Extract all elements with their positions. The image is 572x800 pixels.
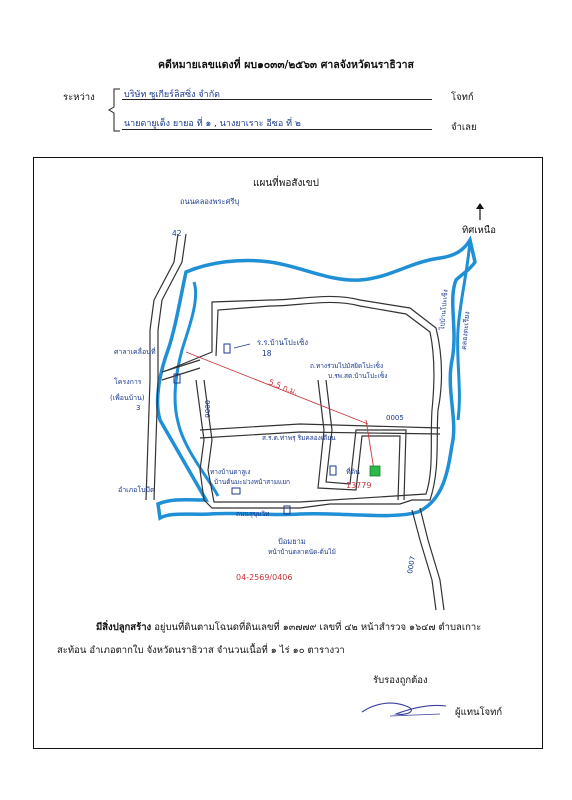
bottom-mid-label: บ้านต้นมะม่วงหน้าสามแยก [214, 478, 290, 486]
left-place-label3: (เพื่อนบ้าน) [110, 394, 145, 402]
bottom-road-label: ถนนสุขุมวิท [236, 510, 270, 518]
village-note: ถ.ทางร่วมไปมัสยิดโปะเซ็ง [310, 362, 384, 370]
plaintiff-name: บริษัท ซูเกียร์ลิสซิ่ง จำกัด [124, 90, 221, 100]
right-river-label: คลองตะเรียง [460, 311, 472, 351]
certified-label: รับรองถูกต้อง [373, 675, 428, 686]
highway-label: 42 [172, 229, 182, 238]
doc-code: 04-2569/0406 [236, 573, 293, 582]
caption-line2: สะท้อน อำเภอตากใบ จังหวัดนราธิวาส จำนวนเนื้อที่ ๑ ไร่ ๑๐ ตารางวา [57, 645, 345, 656]
defendant-name: นายดายูเด็ง ยายอ ที่ ๑ , นางยาเราะ อีซอ ที่ ๒ [124, 119, 301, 129]
plot-arrow [366, 420, 374, 470]
cross-road [200, 424, 440, 430]
school-label: ร.ร.บ้านโปะเซ็ง [257, 338, 309, 347]
south-road-edge [420, 508, 444, 610]
bottom-note-label: หน้าบ้านตลาดนัด-ต้นไม้ [268, 548, 336, 556]
case-title: คดีหมายเลขแดงที่ ผบ๑๐๓๓/๒๕๖๓ ศาลจังหวัดนราธิวาส [158, 59, 414, 71]
left-place-number: 3 [136, 404, 141, 412]
left-place-label: ศาลาเคลื่อนที่ [114, 348, 156, 356]
signer-role: ผู้แทนโจทก์ [455, 707, 503, 718]
road-code-1: 0006 [203, 400, 211, 418]
top-left-road-label: ถนนคลองพระศรีบุ [180, 197, 240, 206]
mosque-note: บ.รพ.สต.บ้านโปะเซ็ง [328, 372, 388, 380]
map-title: แผนที่พอสังเขป [253, 178, 319, 189]
plot-number: 13779 [346, 481, 372, 490]
mid-building [330, 466, 336, 475]
plot-owner-label: ส.ร.ต.ท่าพรุ ริมคลองเตียน [262, 434, 336, 442]
distance-label: 5.5 ก.ม. [267, 377, 299, 397]
road-code-2: 0005 [386, 414, 404, 422]
caption-bold-prefix: มีสิ่งปลูกสร้าง [96, 622, 152, 633]
north-label: ทิศเหนือ [462, 225, 497, 236]
bottom-stop-label: ป้อมยาม [278, 537, 306, 546]
house-label: ทางบ้านดาลูเง [210, 468, 251, 476]
signature [360, 694, 450, 722]
caption-line1 [96, 617, 526, 639]
bottom-left-label: อำเภอโบบีต [118, 486, 155, 494]
left-place-label2: โครงการ [114, 378, 142, 386]
plot-tag: ที่ดิน [346, 468, 360, 476]
between-label: ระหว่าง [63, 92, 95, 103]
school-number: 18 [262, 349, 272, 358]
school-pointer [234, 344, 250, 348]
road-code-3: 0007 [406, 555, 418, 575]
plaintiff-role: โจทก์ [451, 92, 474, 103]
school-building [224, 344, 230, 353]
right-note-label: ไปบ้านโปะเซ็ง [438, 289, 450, 331]
plot-marker [370, 466, 380, 476]
defendant-role: จำเลย [451, 122, 477, 133]
bottom-building [232, 488, 240, 494]
caption-line1-rest: อยู่บนที่ดินตามโฉนดที่ดินเลขที่ ๑๓๗๗๙ เลขที่ ๔๒ หน้าสำรวจ ๑๖๔๗ ตำบลเกาะ [154, 622, 482, 633]
